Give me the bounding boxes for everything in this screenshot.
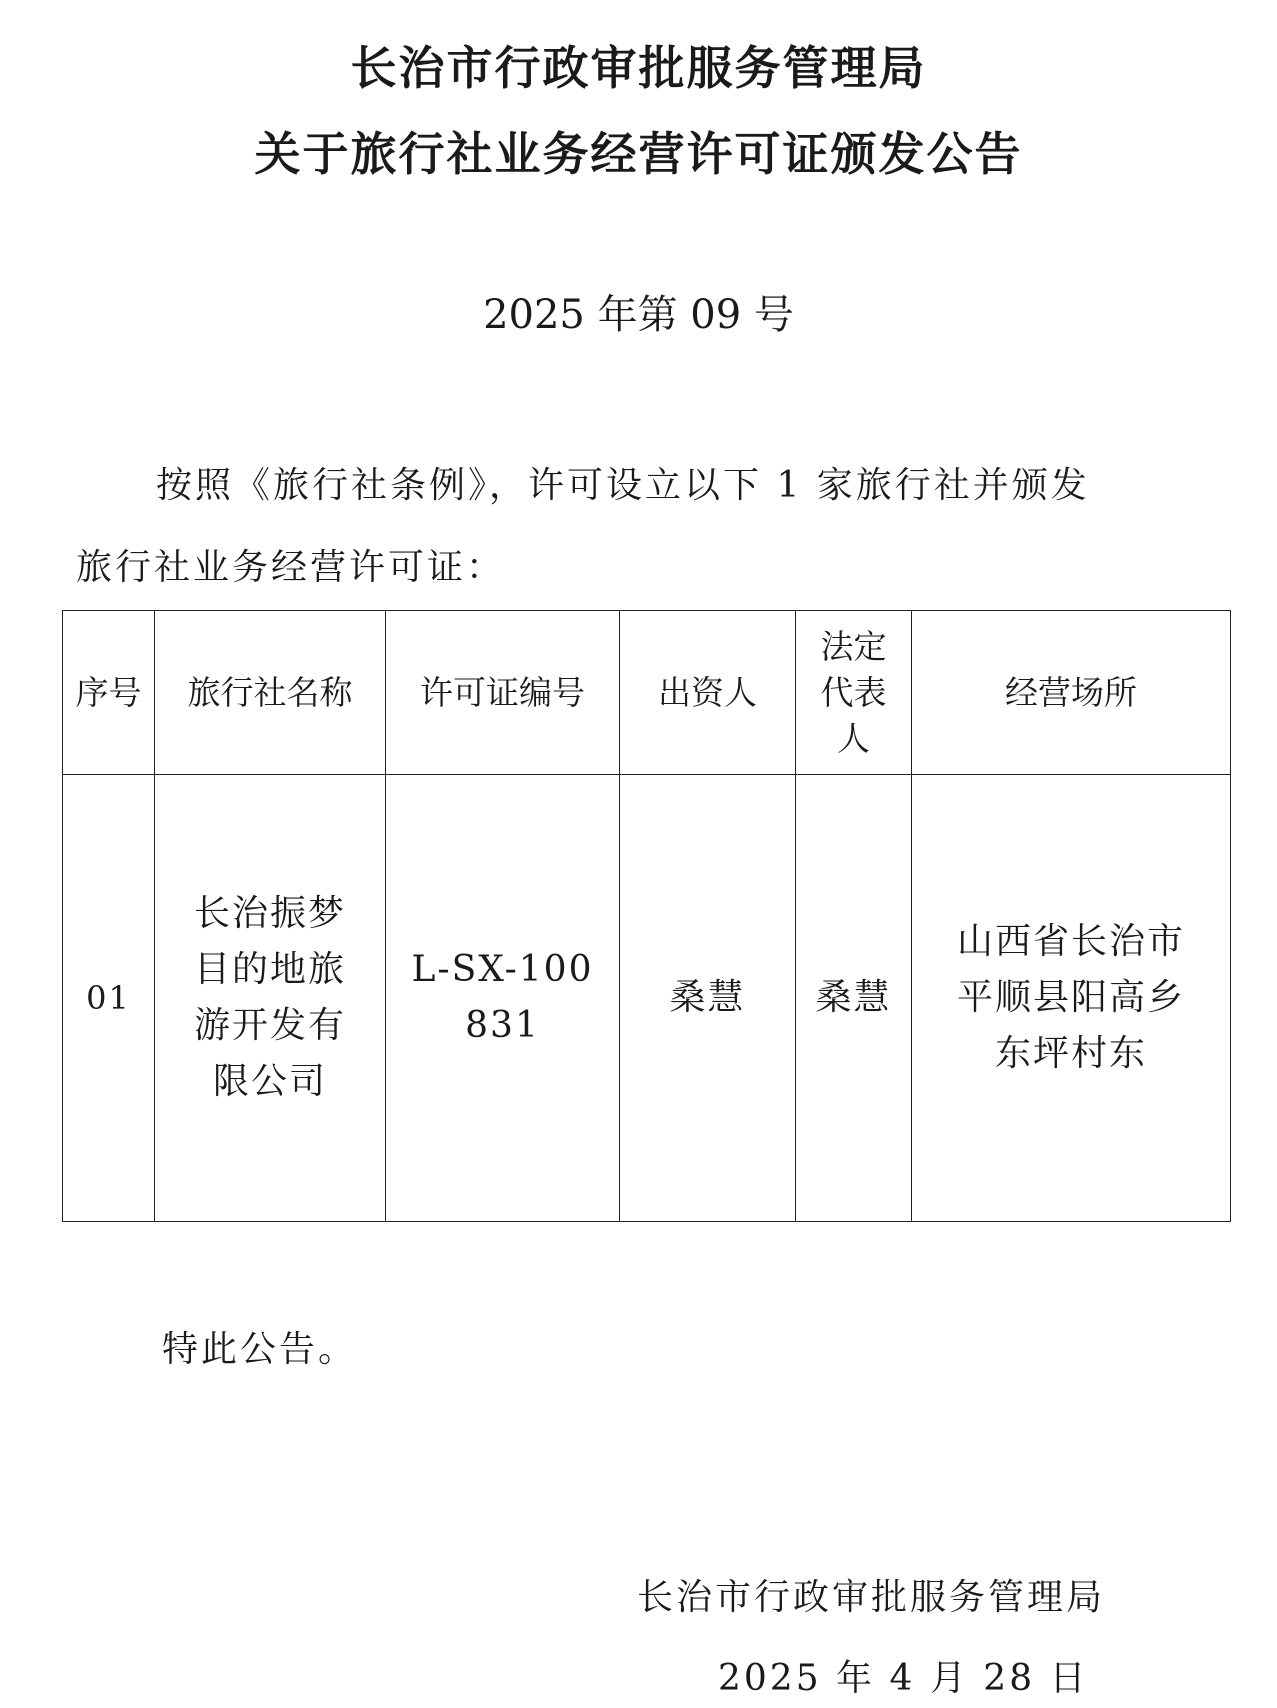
closing-statement: 特此公告。 <box>162 1329 358 1370</box>
cell-license-no <box>386 775 620 1222</box>
agency-name-text: 长治振梦目的地旅游开发有限公司 <box>193 893 346 1102</box>
table-row <box>63 775 1231 1222</box>
license-no-text: L-SX-100831 <box>411 949 594 1046</box>
license-table <box>62 610 1231 1222</box>
cell-legal-rep: 桑慧 <box>796 775 912 1222</box>
header-premises: 经营场所 <box>912 611 1231 775</box>
header-investor: 出资人 <box>620 611 796 775</box>
header-license-no: 许可证编号 <box>386 611 620 775</box>
intro-paragraph-line2: 旅行社业务经营许可证： <box>76 547 506 588</box>
notice-title-line1: 长治市行政审批服务管理局 <box>350 41 927 95</box>
cell-premises <box>912 775 1231 1222</box>
table-header-row <box>63 611 1231 775</box>
cell-agency-name <box>155 775 386 1222</box>
header-legal-rep: 法定代表人 <box>796 611 912 775</box>
premises-text: 山西省长治市平顺县阳高乡东坪村东 <box>956 921 1185 1074</box>
intro-paragraph-line1: 按照《旅行社条例》，许可设立以下 1 家旅行社并颁发 <box>156 465 1090 506</box>
signature-date: 2025 年 4 月 28 日 <box>718 1658 1089 1699</box>
cell-investor: 桑慧 <box>620 775 796 1222</box>
signature-organization: 长治市行政审批服务管理局 <box>637 1577 1106 1618</box>
document-number: 2025 年第 09 号 <box>483 292 794 338</box>
header-seq: 序号 <box>63 611 155 775</box>
header-agency-name: 旅行社名称 <box>155 611 386 775</box>
notice-title-line2: 关于旅行社业务经营许可证颁发公告 <box>254 127 1023 181</box>
cell-seq: 01 <box>63 775 155 1222</box>
